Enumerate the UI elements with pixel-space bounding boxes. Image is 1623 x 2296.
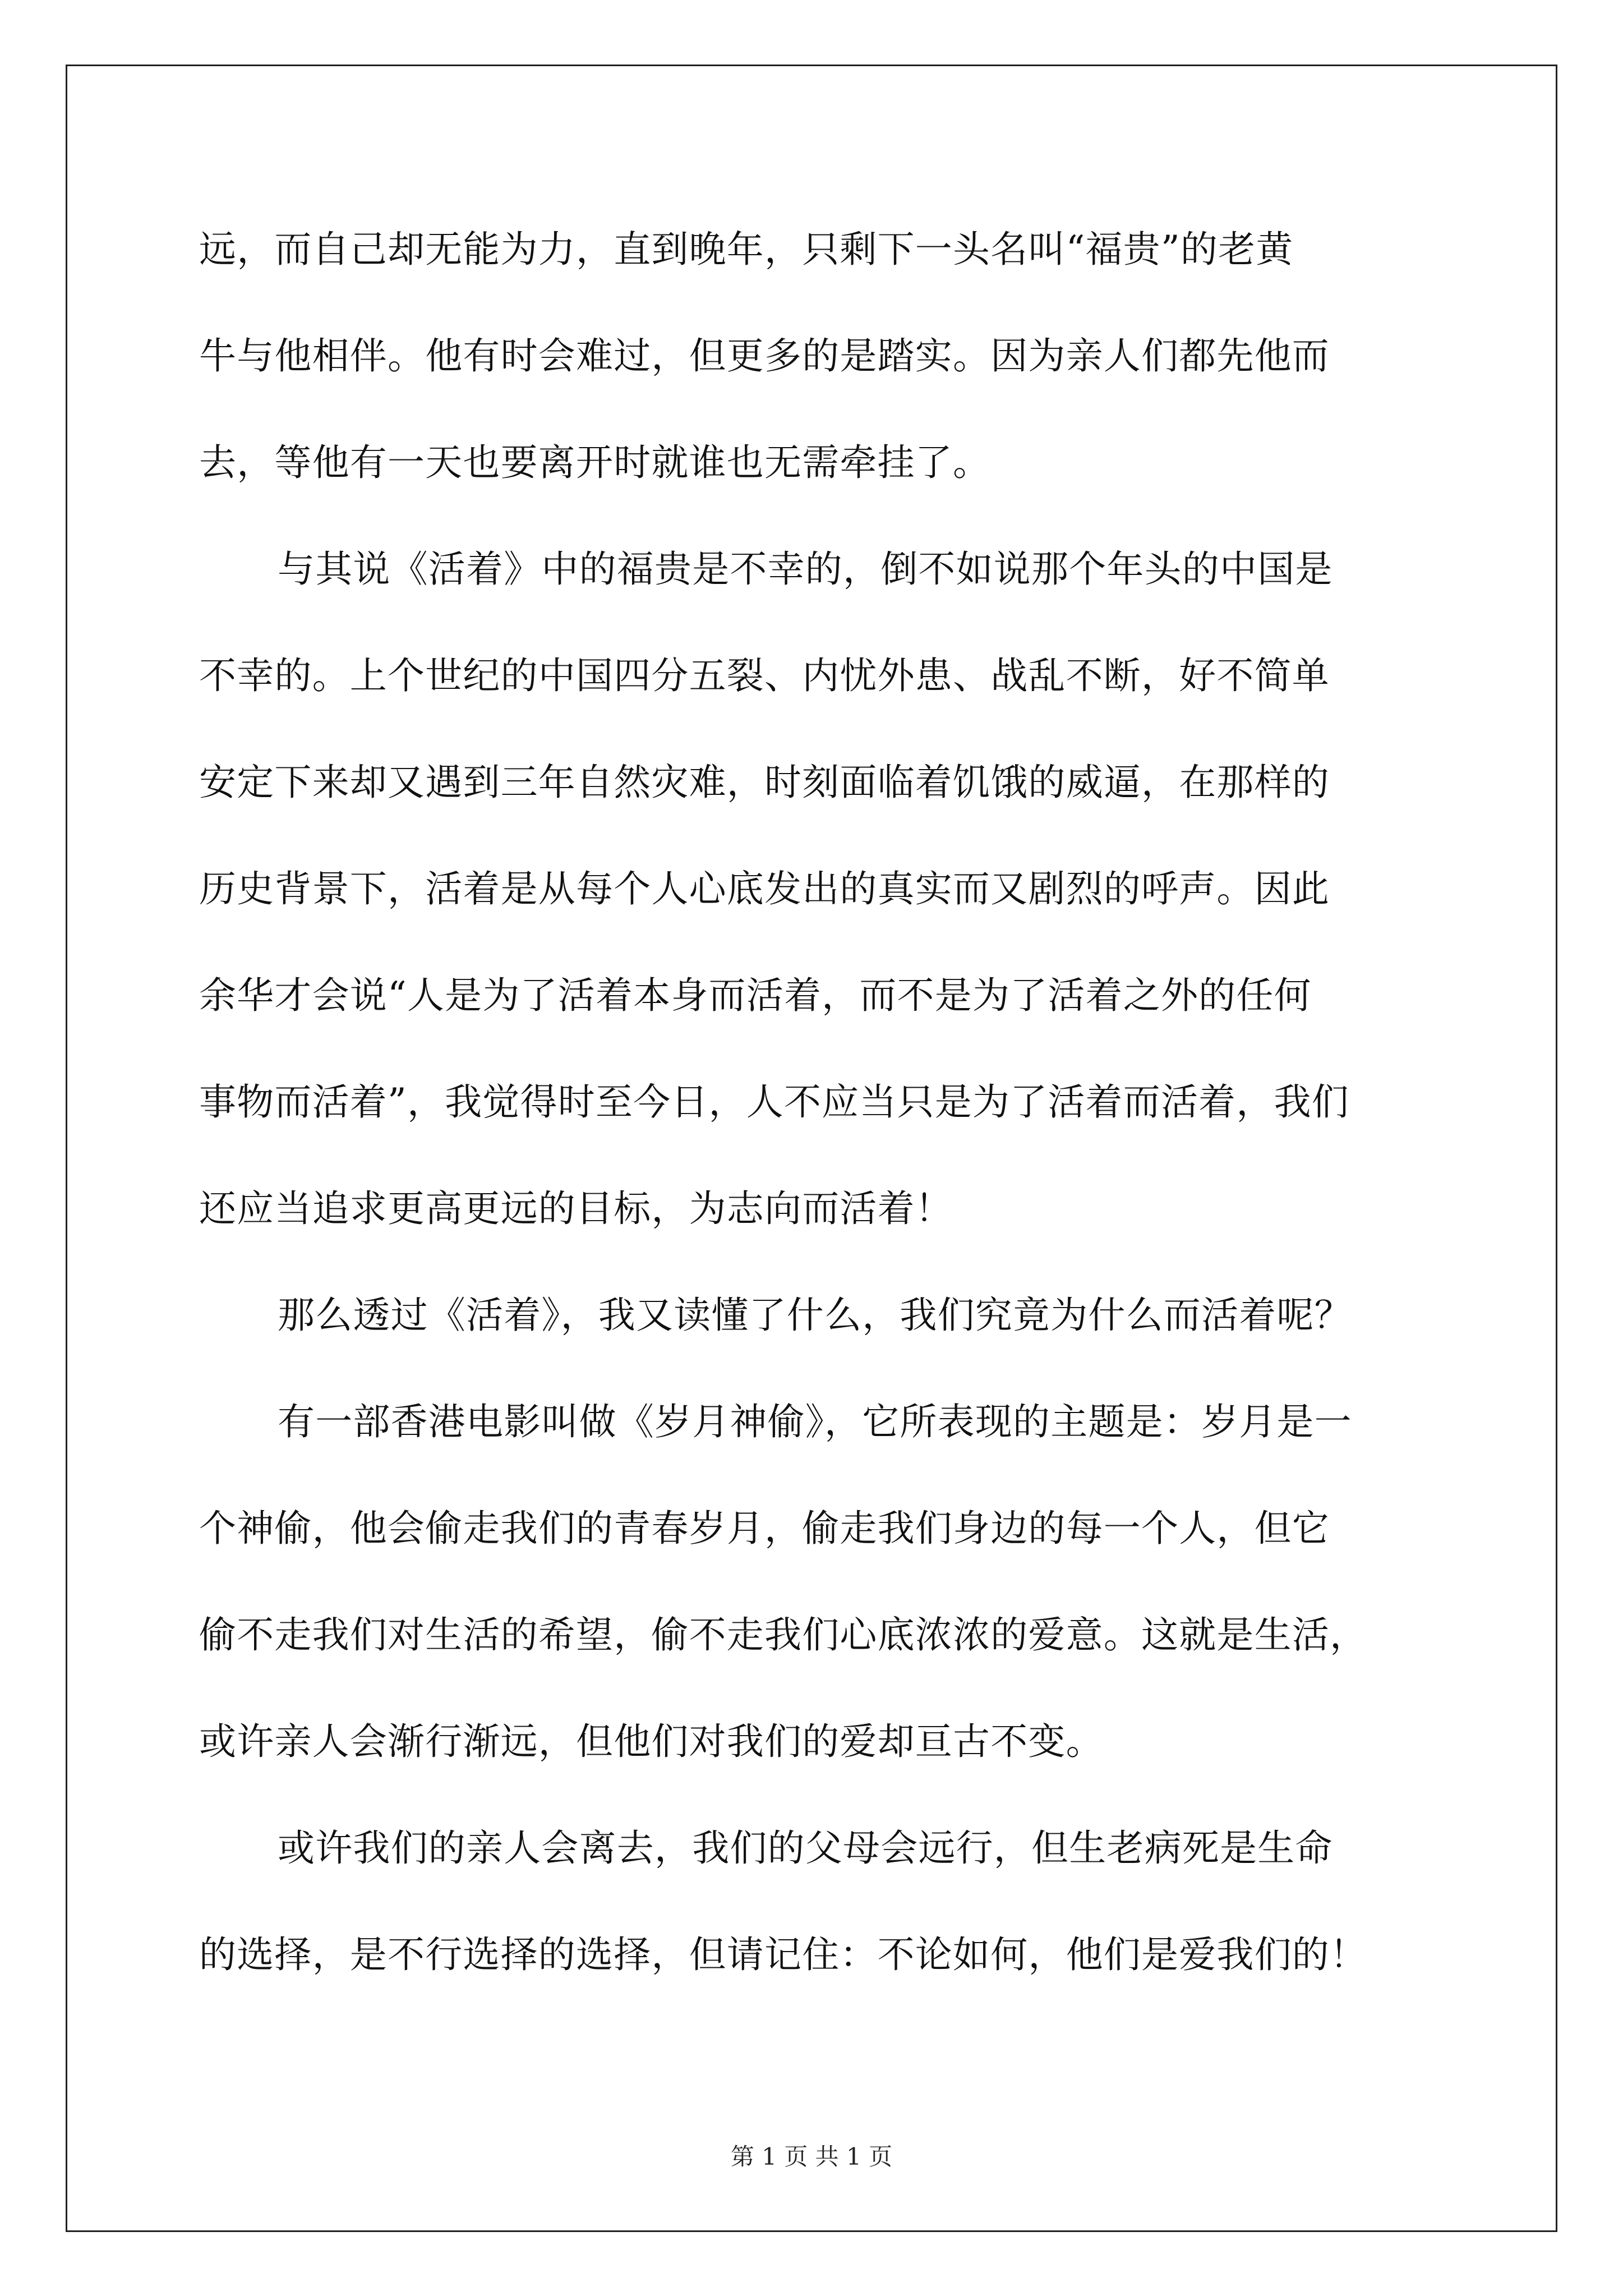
document-body — [199, 196, 1422, 2008]
paragraph-5: 或许我们的亲人会离去，我们的父母会远行，但生老病死是生命 的选择，是不行选择的选择，但请记住：不论如何，他们是爱我们的！ — [199, 1826, 1368, 1976]
paragraph-2: 与其说《活着》中的福贵是不幸的，倒不如说那个年头的中国是 不幸的。上个世纪的中国四分五裂、内忧外患、战乱不断，好不简单 安定下来却又遇到三年自然灾难，时刻面临着饥饿的威逼，在那样的 历史背景下，活着是从每个人心底发出的真实而又剧烈的呼声。因此 余华才会说“人是为了活着本身而活着，而不是为了活着之外的任何 事物而活着”，我觉得时至今日，人不应当只是为了活着而活着，我们 还应当追求更高更远的目标，为志向而活着！ — [199, 547, 1349, 1230]
paragraph-1: 远，而自己却无能为力，直到晚年，只剩下一头名叫“福贵”的老黄 牛与他相伴。他有时会难过，但更多的是踏实。因为亲人们都先他而 去，等他有一天也要离开时就谁也无需牵挂了。 — [199, 228, 1330, 484]
paragraph-3: 那么透过《活着》，我又读懂了什么，我们究竟为什么而活着呢？ — [278, 1294, 1352, 1337]
paragraph-4: 有一部香港电影叫做《岁月神偷》，它所表现的主题是：岁月是一 个神偷，他会偷走我们的青春岁月，偷走我们身边的每一个人，但它 偷不走我们对生活的希望，偷不走我们心底浓浓的爱意。这就是生活， 或许亲人会渐行渐远，但他们对我们的爱却亘古不变。 — [199, 1400, 1368, 1763]
page-number-footer: 第 1 页 共 1 页 — [730, 2143, 893, 2170]
